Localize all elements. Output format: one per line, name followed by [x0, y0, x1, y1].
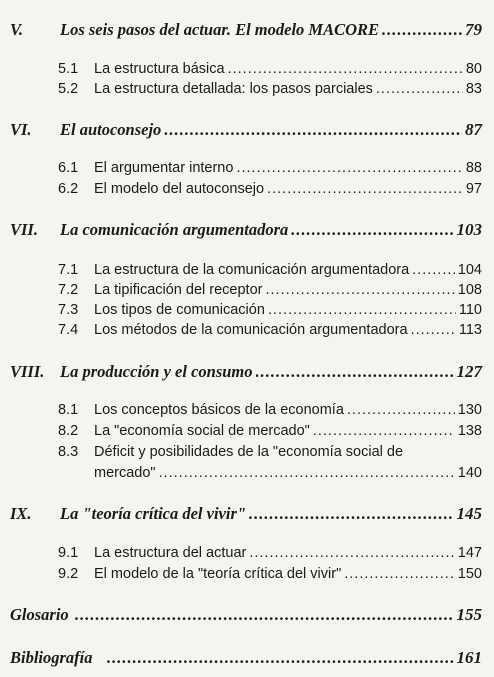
- section-page-number: 150: [457, 566, 482, 582]
- section-title: La estructura básica: [94, 61, 225, 77]
- dot-leader: [249, 545, 454, 561]
- section-number: 9.1: [58, 545, 79, 561]
- toc-section-entry[interactable]: [0, 181, 494, 197]
- section-page-number: 140: [457, 465, 482, 481]
- section-page-number: 97: [465, 181, 482, 197]
- chapter-title: La "teoría crítica del vivir": [60, 504, 247, 523]
- chapter-number: V.: [10, 20, 24, 39]
- toc-section-entry[interactable]: [0, 282, 494, 298]
- section-page-number: 130: [457, 402, 482, 418]
- section-title: La "economía social de mercado": [94, 423, 310, 439]
- chapter-title: Los seis pasos del actuar. El modelo MACORE: [60, 20, 380, 39]
- toc-section-entry-continued[interactable]: [0, 465, 494, 481]
- toc-section-entry[interactable]: [0, 402, 494, 418]
- dot-leader: [412, 262, 455, 278]
- dot-leader: [249, 504, 453, 524]
- toc-chapter-entry[interactable]: [0, 220, 494, 240]
- chapter-title: La producción y el consumo: [60, 362, 253, 381]
- dot-leader: [159, 465, 455, 481]
- back-matter-title: Glosario: [10, 605, 69, 624]
- dot-leader: [268, 302, 456, 318]
- section-page-number: 147: [457, 545, 482, 561]
- section-title: La estructura del actuar: [94, 545, 247, 561]
- toc-section-entry[interactable]: [0, 322, 494, 338]
- toc-section-entry[interactable]: [0, 61, 494, 77]
- chapter-page-number: 87: [465, 120, 482, 139]
- section-title: La estructura de la comunicación argumentadora: [94, 262, 410, 278]
- chapter-page-number: 127: [456, 362, 482, 381]
- section-title: El argumentar interno: [94, 160, 234, 176]
- section-title: El modelo del autoconsejo: [94, 181, 265, 197]
- toc-section-entry[interactable]: [0, 423, 494, 439]
- section-number: 7.4: [58, 322, 79, 338]
- toc-glossary-entry[interactable]: [0, 605, 494, 625]
- toc-chapter-entry[interactable]: [0, 362, 494, 382]
- section-page-number: 110: [458, 302, 482, 318]
- section-title-continued: mercado": [94, 465, 156, 481]
- toc-section-entry[interactable]: [0, 302, 494, 318]
- section-page-number: 138: [457, 423, 482, 439]
- chapter-page-number: 103: [456, 220, 482, 239]
- dot-leader: [265, 282, 454, 298]
- back-matter-title: Bibliografía: [10, 648, 93, 667]
- chapter-page-number: 145: [456, 504, 482, 523]
- dot-leader: [107, 648, 454, 668]
- section-number: 6.1: [58, 160, 79, 176]
- dot-leader: [382, 20, 462, 40]
- dot-leader: [236, 160, 462, 176]
- section-title: Déficit y posibilidades de la "economía social de: [94, 444, 404, 460]
- section-page-number: 83: [465, 81, 482, 97]
- section-number: 7.3: [58, 302, 79, 318]
- toc-bibliography-entry[interactable]: [0, 648, 494, 668]
- back-matter-page-number: 161: [456, 648, 482, 667]
- section-number: 9.2: [58, 566, 79, 582]
- chapter-number: IX.: [10, 504, 32, 523]
- toc-section-entry[interactable]: [0, 444, 494, 460]
- toc-chapter-entry[interactable]: [0, 20, 494, 40]
- dot-leader: [256, 362, 454, 382]
- section-number: 8.1: [58, 402, 79, 418]
- section-page-number: 88: [465, 160, 482, 176]
- dot-leader: [347, 402, 455, 418]
- section-page-number: 104: [457, 262, 482, 278]
- toc-section-entry[interactable]: [0, 262, 494, 278]
- section-page-number: 113: [458, 322, 482, 338]
- chapter-title: La comunicación argumentadora: [60, 220, 289, 239]
- section-title: El modelo de la "teoría crítica del vivir": [94, 566, 342, 582]
- section-number: 8.3: [58, 444, 79, 460]
- chapter-number: VIII.: [10, 362, 45, 381]
- dot-leader: [376, 81, 463, 97]
- dot-leader: [411, 322, 456, 338]
- section-page-number: 108: [457, 282, 482, 298]
- dot-leader: [344, 566, 455, 582]
- toc-section-entry[interactable]: [0, 81, 494, 97]
- toc-chapter-entry[interactable]: [0, 504, 494, 524]
- chapter-number: VII.: [10, 220, 38, 239]
- section-number: 8.2: [58, 423, 79, 439]
- toc-section-entry[interactable]: [0, 566, 494, 582]
- section-page-number: 80: [465, 61, 482, 77]
- section-number: 5.1: [58, 61, 79, 77]
- toc-chapter-entry[interactable]: [0, 120, 494, 140]
- section-title: La tipificación del receptor: [94, 282, 263, 298]
- section-number: 6.2: [58, 181, 79, 197]
- dot-leader: [313, 423, 455, 439]
- dot-leader: [291, 220, 453, 240]
- chapter-page-number: 79: [465, 20, 482, 39]
- section-number: 5.2: [58, 81, 79, 97]
- section-title: La estructura detallada: los pasos parciales: [94, 81, 373, 97]
- dot-leader: [267, 181, 463, 197]
- toc-section-entry[interactable]: [0, 545, 494, 561]
- back-matter-page-number: 155: [456, 605, 482, 624]
- dot-leader: [164, 120, 462, 140]
- section-title: Los tipos de comunicación: [94, 302, 265, 318]
- dot-leader: [228, 61, 463, 77]
- section-title: Los métodos de la comunicación argumentadora: [94, 322, 408, 338]
- section-number: 7.2: [58, 282, 79, 298]
- chapter-title: El autoconsejo: [60, 120, 162, 139]
- section-number: 7.1: [58, 262, 79, 278]
- section-title: Los conceptos básicos de la economía: [94, 402, 344, 418]
- dot-leader: [75, 605, 454, 625]
- toc-section-entry[interactable]: [0, 160, 494, 176]
- chapter-number: VI.: [10, 120, 32, 139]
